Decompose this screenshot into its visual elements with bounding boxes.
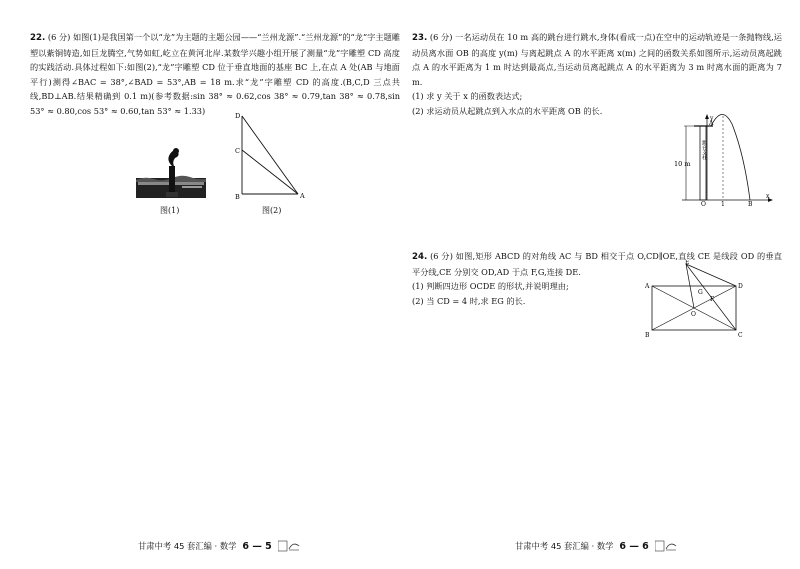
height-label: 10 m xyxy=(674,160,691,168)
question-24-part2: (2) 当 CD = 4 时,求 EG 的长. xyxy=(412,295,526,306)
question-23-text: (6 分) 一名运动员在 10 m 高的跳台进行跳水,身体(看成一点)在空中的运动轨迹是一条抛物线,运动员离水面 OB 的高度 y(m) 与离起跳点 A 的水平距离 x(m) 之间的函数关系如图所示,运动员离起跳点 A 的水平距离为 1 m 时达到最高点,当运动员离起跳点 A 的水平距离为 3 m 时离水面的距离为 7 m. xyxy=(412,32,782,87)
question-22-body xyxy=(30,30,400,119)
question-24-part1: (1) 判断四边形 OCDE 的形状,并说明理由; xyxy=(412,281,569,292)
label-A: A xyxy=(300,192,305,200)
platform-label: 跳台支柱 xyxy=(701,140,707,160)
label-O: O xyxy=(701,201,706,206)
footer-right-title: 甘肃中考 45 套汇编 · 数学 xyxy=(515,541,614,551)
figure-2-diagram xyxy=(232,110,312,207)
label-B: B xyxy=(645,332,650,339)
question-23-body xyxy=(412,30,782,89)
label-A: A xyxy=(709,120,714,127)
question-23-part1: (1) 求 y 关于 x 的函数表达式; xyxy=(412,91,523,102)
x-axis-label: x xyxy=(766,193,770,200)
footer-left-title: 甘肃中考 45 套汇编 · 数学 xyxy=(138,541,237,551)
question-23-number: 23. xyxy=(412,33,428,43)
label-F: F xyxy=(710,296,715,303)
label-D: D xyxy=(738,283,743,290)
question-23-part2: (2) 求运动员从起跳点到入水点的水平距离 OB 的长. xyxy=(412,105,603,116)
question-22-text: (6 分) 如图(1)是我国第一个以“龙”为主题的主题公园——“兰州龙源”.“兰州龙源”的“龙”字主题雕塑以紫铜铸造,如巨龙腾空,气势如虹,屹立在黄河北岸.某数学兴趣小组开展了测量“龙”字雕塑 CD 高度的实践活动.具体过程如下:如图(2),“龙”字雕塑 CD 位于垂直地面的基座 BC 上,在点 A 处(AB 与地面平行)测得∠BAC = 38°,∠BAD = 53°,AB = 18 m.求“龙”字雕塑 CD 的高度.(B,C,D 三点共线,BD⊥AB.结果精确到 0.1 m)(参考数据:sin 38° ≈ 0.62,cos 38° ≈ 0.79,tan 38° ≈ 0.78,sin 53° ≈ 0.80,cos 53° ≈ 0.60,tan 53° ≈ 1.33) xyxy=(30,32,400,116)
label-E: E xyxy=(685,260,690,266)
rectangle-diagram xyxy=(644,260,744,347)
label-B: B xyxy=(235,193,240,201)
label-C: C xyxy=(235,147,240,155)
question-22 xyxy=(30,30,400,119)
publisher-logo-icon xyxy=(655,540,677,552)
question-23 xyxy=(412,30,782,119)
publisher-logo-icon xyxy=(278,540,300,552)
question-22-number: 22. xyxy=(30,33,46,43)
figure-1-photo xyxy=(136,146,206,203)
figure-1-caption: 图(1) xyxy=(160,206,180,215)
question-24-number: 24. xyxy=(412,252,428,262)
footer-right-page: 6 — 6 xyxy=(619,540,649,552)
footer-right xyxy=(515,540,677,552)
figure-2-caption: 图(2) xyxy=(262,206,282,215)
label-A: A xyxy=(645,283,650,290)
tick-1: 1 xyxy=(721,201,725,206)
label-G: G xyxy=(698,289,703,296)
label-D: D xyxy=(235,112,241,120)
question-24-text: (6 分) 如图,矩形 ABCD 的对角线 AC 与 BD 相交于点 O,CD∥OE,直线 CE 是线段 OD 的垂直平分线,CE 分别交 OD,AD 于点 F,G,连接 DE. xyxy=(412,251,782,277)
footer-left-page: 6 — 5 xyxy=(242,540,272,552)
dive-parabola-graph xyxy=(674,114,774,211)
label-B: B xyxy=(748,201,753,206)
label-O: O xyxy=(691,311,696,318)
footer-left xyxy=(138,540,300,552)
y-axis-label: y xyxy=(710,115,714,122)
label-C: C xyxy=(738,332,743,339)
